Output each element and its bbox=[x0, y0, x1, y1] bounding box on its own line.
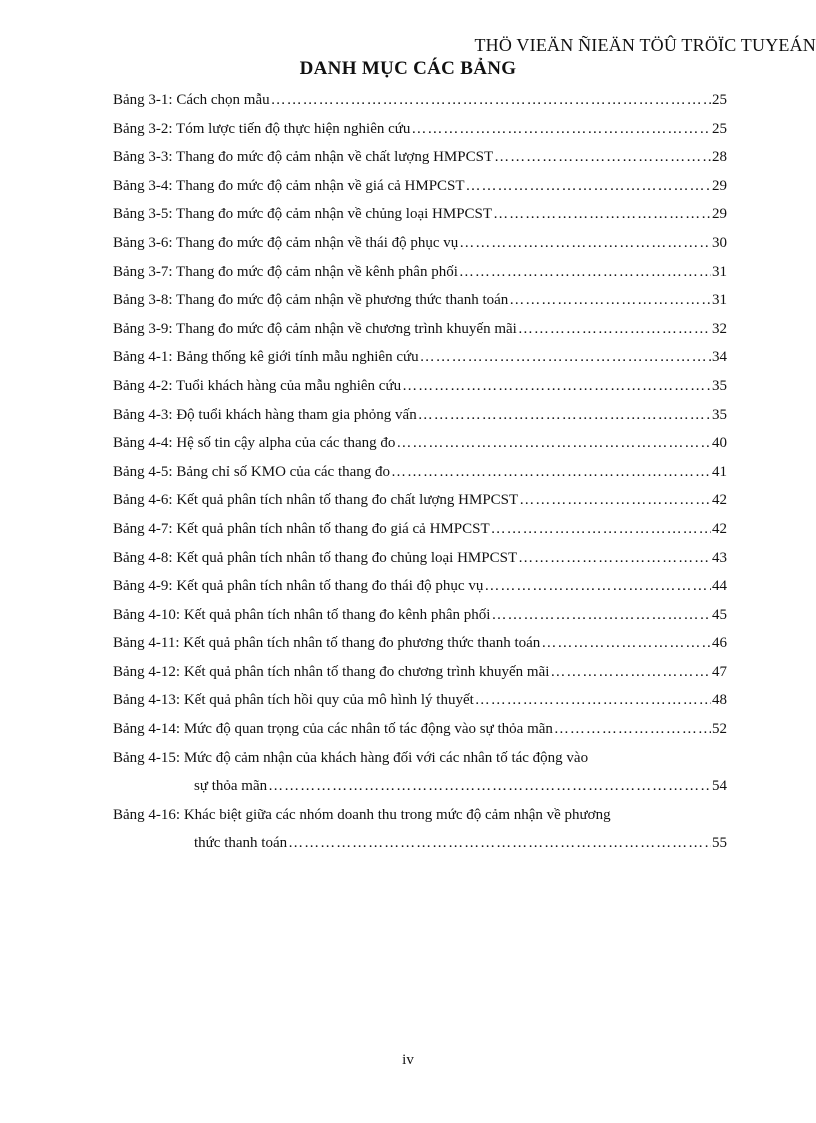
toc-entry-label: Bảng 4-4: Hệ số tin cậy alpha của các thang đo bbox=[113, 435, 396, 452]
dot-leader bbox=[475, 692, 711, 709]
toc-entry[interactable] bbox=[113, 664, 727, 693]
toc-entry-page: 25 bbox=[712, 92, 727, 108]
toc-entry[interactable] bbox=[113, 349, 727, 378]
toc-entry-label: Bảng 4-1: Bảng thống kê giới tính mẫu nghiên cứu bbox=[113, 349, 419, 366]
dot-leader bbox=[271, 92, 711, 109]
toc-entry[interactable] bbox=[113, 521, 727, 550]
toc-entry-page: 29 bbox=[712, 206, 727, 223]
dot-leader bbox=[268, 778, 711, 795]
toc-entry[interactable] bbox=[113, 692, 727, 721]
dot-leader bbox=[459, 264, 711, 281]
toc-entry-page: 45 bbox=[712, 606, 727, 623]
toc-entry-page: 55 bbox=[712, 835, 727, 852]
dot-leader bbox=[418, 407, 711, 424]
toc-entry-page: 41 bbox=[712, 463, 727, 480]
dot-leader bbox=[494, 149, 711, 166]
toc-entry-page: 25 bbox=[712, 120, 727, 137]
toc-entry-page: 32 bbox=[712, 320, 727, 337]
toc-entry-page: 52 bbox=[712, 721, 727, 738]
toc-entry-label: Bảng 4-7: Kết quả phân tích nhân tố thang đo giá cả HMPCST bbox=[113, 520, 490, 537]
toc-entry-label-line1[interactable]: Bảng 4-16: Khác biệt giữa các nhóm doanh thu trong mức độ cảm nhận về phương bbox=[113, 806, 611, 823]
toc-entry-label: Bảng 4-5: Bảng chỉ số KMO của các thang đo bbox=[113, 463, 391, 480]
toc-entry[interactable] bbox=[113, 178, 727, 207]
toc-entry-page: 30 bbox=[712, 234, 727, 251]
toc-entry-label: Bảng 4-8: Kết quả phân tích nhân tố thang đo chủng loại HMPCST bbox=[113, 549, 518, 566]
dot-leader bbox=[550, 664, 711, 681]
toc-entry-label: Bảng 4-11: Kết quả phân tích nhân tố thang đo phương thức thanh toán bbox=[113, 635, 541, 652]
toc-entry-label-line2: sự thỏa mãn bbox=[194, 778, 268, 795]
toc-entry-label: Bảng 4-2: Tuổi khách hàng của mẫu nghiên cứu bbox=[113, 377, 402, 394]
toc-entry[interactable] bbox=[113, 635, 727, 664]
dot-leader bbox=[396, 435, 711, 452]
toc-entry[interactable] bbox=[113, 464, 727, 493]
dot-leader bbox=[402, 378, 711, 395]
toc-entry-page: 46 bbox=[712, 635, 727, 652]
toc-entry[interactable] bbox=[113, 607, 727, 636]
dot-leader bbox=[518, 550, 711, 567]
dot-leader bbox=[484, 578, 711, 595]
toc-entry[interactable] bbox=[113, 149, 727, 178]
toc-entry-page: 42 bbox=[712, 520, 727, 537]
dot-leader bbox=[411, 121, 711, 138]
toc-entry-page: 31 bbox=[712, 292, 727, 309]
toc-entry[interactable] bbox=[113, 778, 727, 807]
toc-entry[interactable] bbox=[113, 550, 727, 579]
table-of-contents bbox=[113, 92, 727, 864]
page-title: DANH MỤC CÁC BẢNG bbox=[299, 58, 517, 79]
toc-entry[interactable] bbox=[113, 835, 727, 864]
toc-entry-label: Bảng 4-3: Độ tuổi khách hàng tham gia phỏng vấn bbox=[113, 406, 417, 423]
toc-entry-label: Bảng 4-12: Kết quả phân tích nhân tố thang đo chương trình khuyến mãi bbox=[113, 663, 550, 680]
dot-leader bbox=[509, 292, 711, 309]
dot-leader bbox=[541, 635, 711, 652]
dot-leader bbox=[493, 206, 711, 223]
toc-entry-label: Bảng 3-4: Thang đo mức độ cảm nhận về giá cả HMPCST bbox=[113, 177, 465, 194]
toc-entry[interactable] bbox=[113, 721, 727, 750]
toc-entry-page: 48 bbox=[712, 692, 727, 709]
toc-entry-label: Bảng 3-2: Tóm lược tiến độ thực hiện nghiên cứu bbox=[113, 120, 411, 137]
toc-entry[interactable] bbox=[113, 92, 727, 121]
toc-entry-label: Bảng 4-6: Kết quả phân tích nhân tố thang đo chất lượng HMPCST bbox=[113, 492, 519, 509]
dot-leader bbox=[491, 607, 711, 624]
toc-entry[interactable] bbox=[113, 407, 727, 436]
toc-entry-page: 54 bbox=[712, 778, 727, 795]
toc-entry-label: Bảng 3-7: Thang đo mức độ cảm nhận về kênh phân phối bbox=[113, 263, 458, 280]
toc-entry-page: 35 bbox=[712, 406, 727, 423]
toc-entry-page: 43 bbox=[712, 549, 727, 566]
toc-entry[interactable] bbox=[113, 264, 727, 293]
toc-entry-label: Bảng 3-1: Cách chọn mẫu bbox=[113, 92, 270, 108]
dot-leader bbox=[491, 521, 711, 538]
dot-leader bbox=[519, 492, 711, 509]
toc-entry-page: 34 bbox=[712, 349, 727, 366]
dot-leader bbox=[391, 464, 711, 481]
dot-leader bbox=[554, 721, 711, 738]
toc-entry-page: 44 bbox=[712, 578, 727, 595]
dot-leader bbox=[459, 235, 711, 252]
toc-entry-label: Bảng 3-3: Thang đo mức độ cảm nhận về chất lượng HMPCST bbox=[113, 149, 494, 166]
toc-entry[interactable] bbox=[113, 321, 727, 350]
toc-entry-page: 29 bbox=[712, 177, 727, 194]
toc-entry-page: 40 bbox=[712, 435, 727, 452]
toc-entry-page: 47 bbox=[712, 663, 727, 680]
toc-entry[interactable] bbox=[113, 435, 727, 464]
toc-entry[interactable] bbox=[113, 378, 727, 407]
toc-entry-label: Bảng 4-13: Kết quả phân tích hồi quy của mô hình lý thuyết bbox=[113, 692, 474, 709]
toc-entry-label-line2: thức thanh toán bbox=[194, 835, 288, 852]
toc-entry-page: 31 bbox=[712, 263, 727, 280]
toc-entry-label: Bảng 4-14: Mức độ quan trọng của các nhân tố tác động vào sự thỏa mãn bbox=[113, 721, 553, 738]
toc-entry-label: Bảng 3-8: Thang đo mức độ cảm nhận về phương thức thanh toán bbox=[113, 292, 509, 309]
toc-entry-label: Bảng 4-9: Kết quả phân tích nhân tố thang đo thái độ phục vụ bbox=[113, 578, 484, 595]
dot-leader bbox=[466, 178, 711, 195]
watermark-text: THÖ VIEÄN ÑIEÄN TÖÛ TRÖÏC TUYEÁN bbox=[474, 35, 816, 55]
toc-entry[interactable] bbox=[113, 235, 727, 264]
toc-entry-label: Bảng 4-10: Kết quả phân tích nhân tố thang đo kênh phân phối bbox=[113, 606, 491, 623]
toc-entry[interactable] bbox=[113, 492, 727, 521]
toc-entry-page: 35 bbox=[712, 377, 727, 394]
toc-entry-label-line1[interactable]: Bảng 4-15: Mức độ cảm nhận của khách hàng đối với các nhân tố tác động vào bbox=[113, 749, 589, 766]
toc-entry[interactable] bbox=[113, 206, 727, 235]
page-number: iv bbox=[402, 1052, 414, 1068]
toc-entry-page: 42 bbox=[712, 492, 727, 509]
toc-entry-page: 28 bbox=[712, 149, 727, 166]
toc-entry[interactable] bbox=[113, 121, 727, 150]
toc-entry[interactable] bbox=[113, 292, 727, 321]
toc-entry-label: Bảng 3-9: Thang đo mức độ cảm nhận về chương trình khuyến mãi bbox=[113, 320, 517, 337]
dot-leader bbox=[288, 835, 711, 852]
dot-leader bbox=[420, 349, 711, 366]
dot-leader bbox=[518, 321, 711, 338]
toc-entry[interactable] bbox=[113, 578, 727, 607]
toc-entry-label: Bảng 3-6: Thang đo mức độ cảm nhận về thái độ phục vụ bbox=[113, 234, 459, 251]
toc-entry-label: Bảng 3-5: Thang đo mức độ cảm nhận về chủng loại HMPCST bbox=[113, 206, 493, 223]
